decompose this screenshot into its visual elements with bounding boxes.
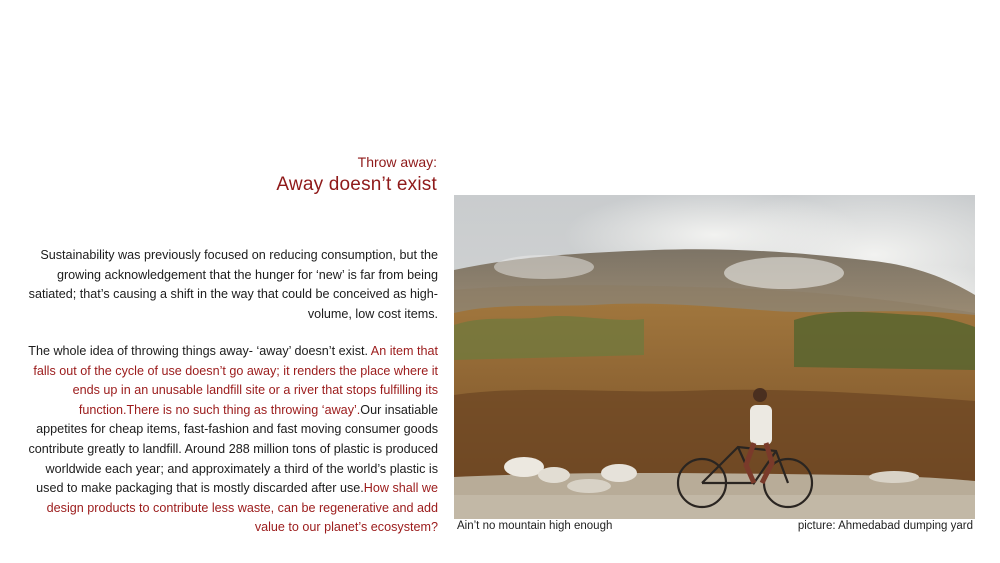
paragraph-intro: Sustainability was previously focused on reducing consumption, but the growing acknowledgement that the hunger for ‘new’ is far from being satiated; that’s causing a shift in the way that could be conceived as high-volume, low cost items.	[28, 248, 438, 321]
plastic-bag	[567, 479, 611, 493]
article-kicker: Throw away:	[357, 154, 437, 170]
photo-credit: picture: Ahmedabad dumping yard	[797, 520, 973, 532]
plastic-bag	[504, 457, 544, 477]
smoke-wisp	[494, 255, 594, 279]
highlight-away-statement: An item that falls out of the cycle of use doesn’t go away; it renders the place where it ends up in an unusable landfill site or a river that stops fulfilling its function.There is no such thing as throwing ‘away’.	[33, 344, 438, 417]
article-headline: Away doesn’t exist	[276, 174, 437, 195]
green-shrubs	[454, 316, 644, 360]
smoke-wisp	[724, 257, 844, 289]
road	[454, 495, 975, 519]
paragraph-main-body: Our insatiable appetites for cheap items, fast-fashion and fast moving consumer goods contribute greatly to landfill. Around 288 million tons of plastic is produced worldwide each year; and approximately a third of the world’s plastic is used to make packaging that is mostly discarded after use.	[28, 402, 438, 496]
paragraph-main	[28, 342, 438, 538]
landfill-photo	[454, 195, 975, 519]
plastic-bag	[601, 464, 637, 482]
cyclist-head	[753, 388, 767, 402]
plastic-bag	[869, 471, 919, 483]
highlight-design-question: How shall we design products to contribute less waste, can be regenerative and add value to our planet’s ecosystem?	[46, 481, 438, 535]
cyclist-shirt	[750, 405, 772, 445]
plastic-bag	[538, 467, 570, 483]
landfill-illustration	[454, 195, 975, 519]
green-shrubs	[794, 312, 975, 370]
paragraph-main-intro: The whole idea of throwing things away- ‘away’ doesn’t exist.	[28, 344, 371, 358]
photo-caption: Ain’t no mountain high enough	[457, 520, 613, 532]
